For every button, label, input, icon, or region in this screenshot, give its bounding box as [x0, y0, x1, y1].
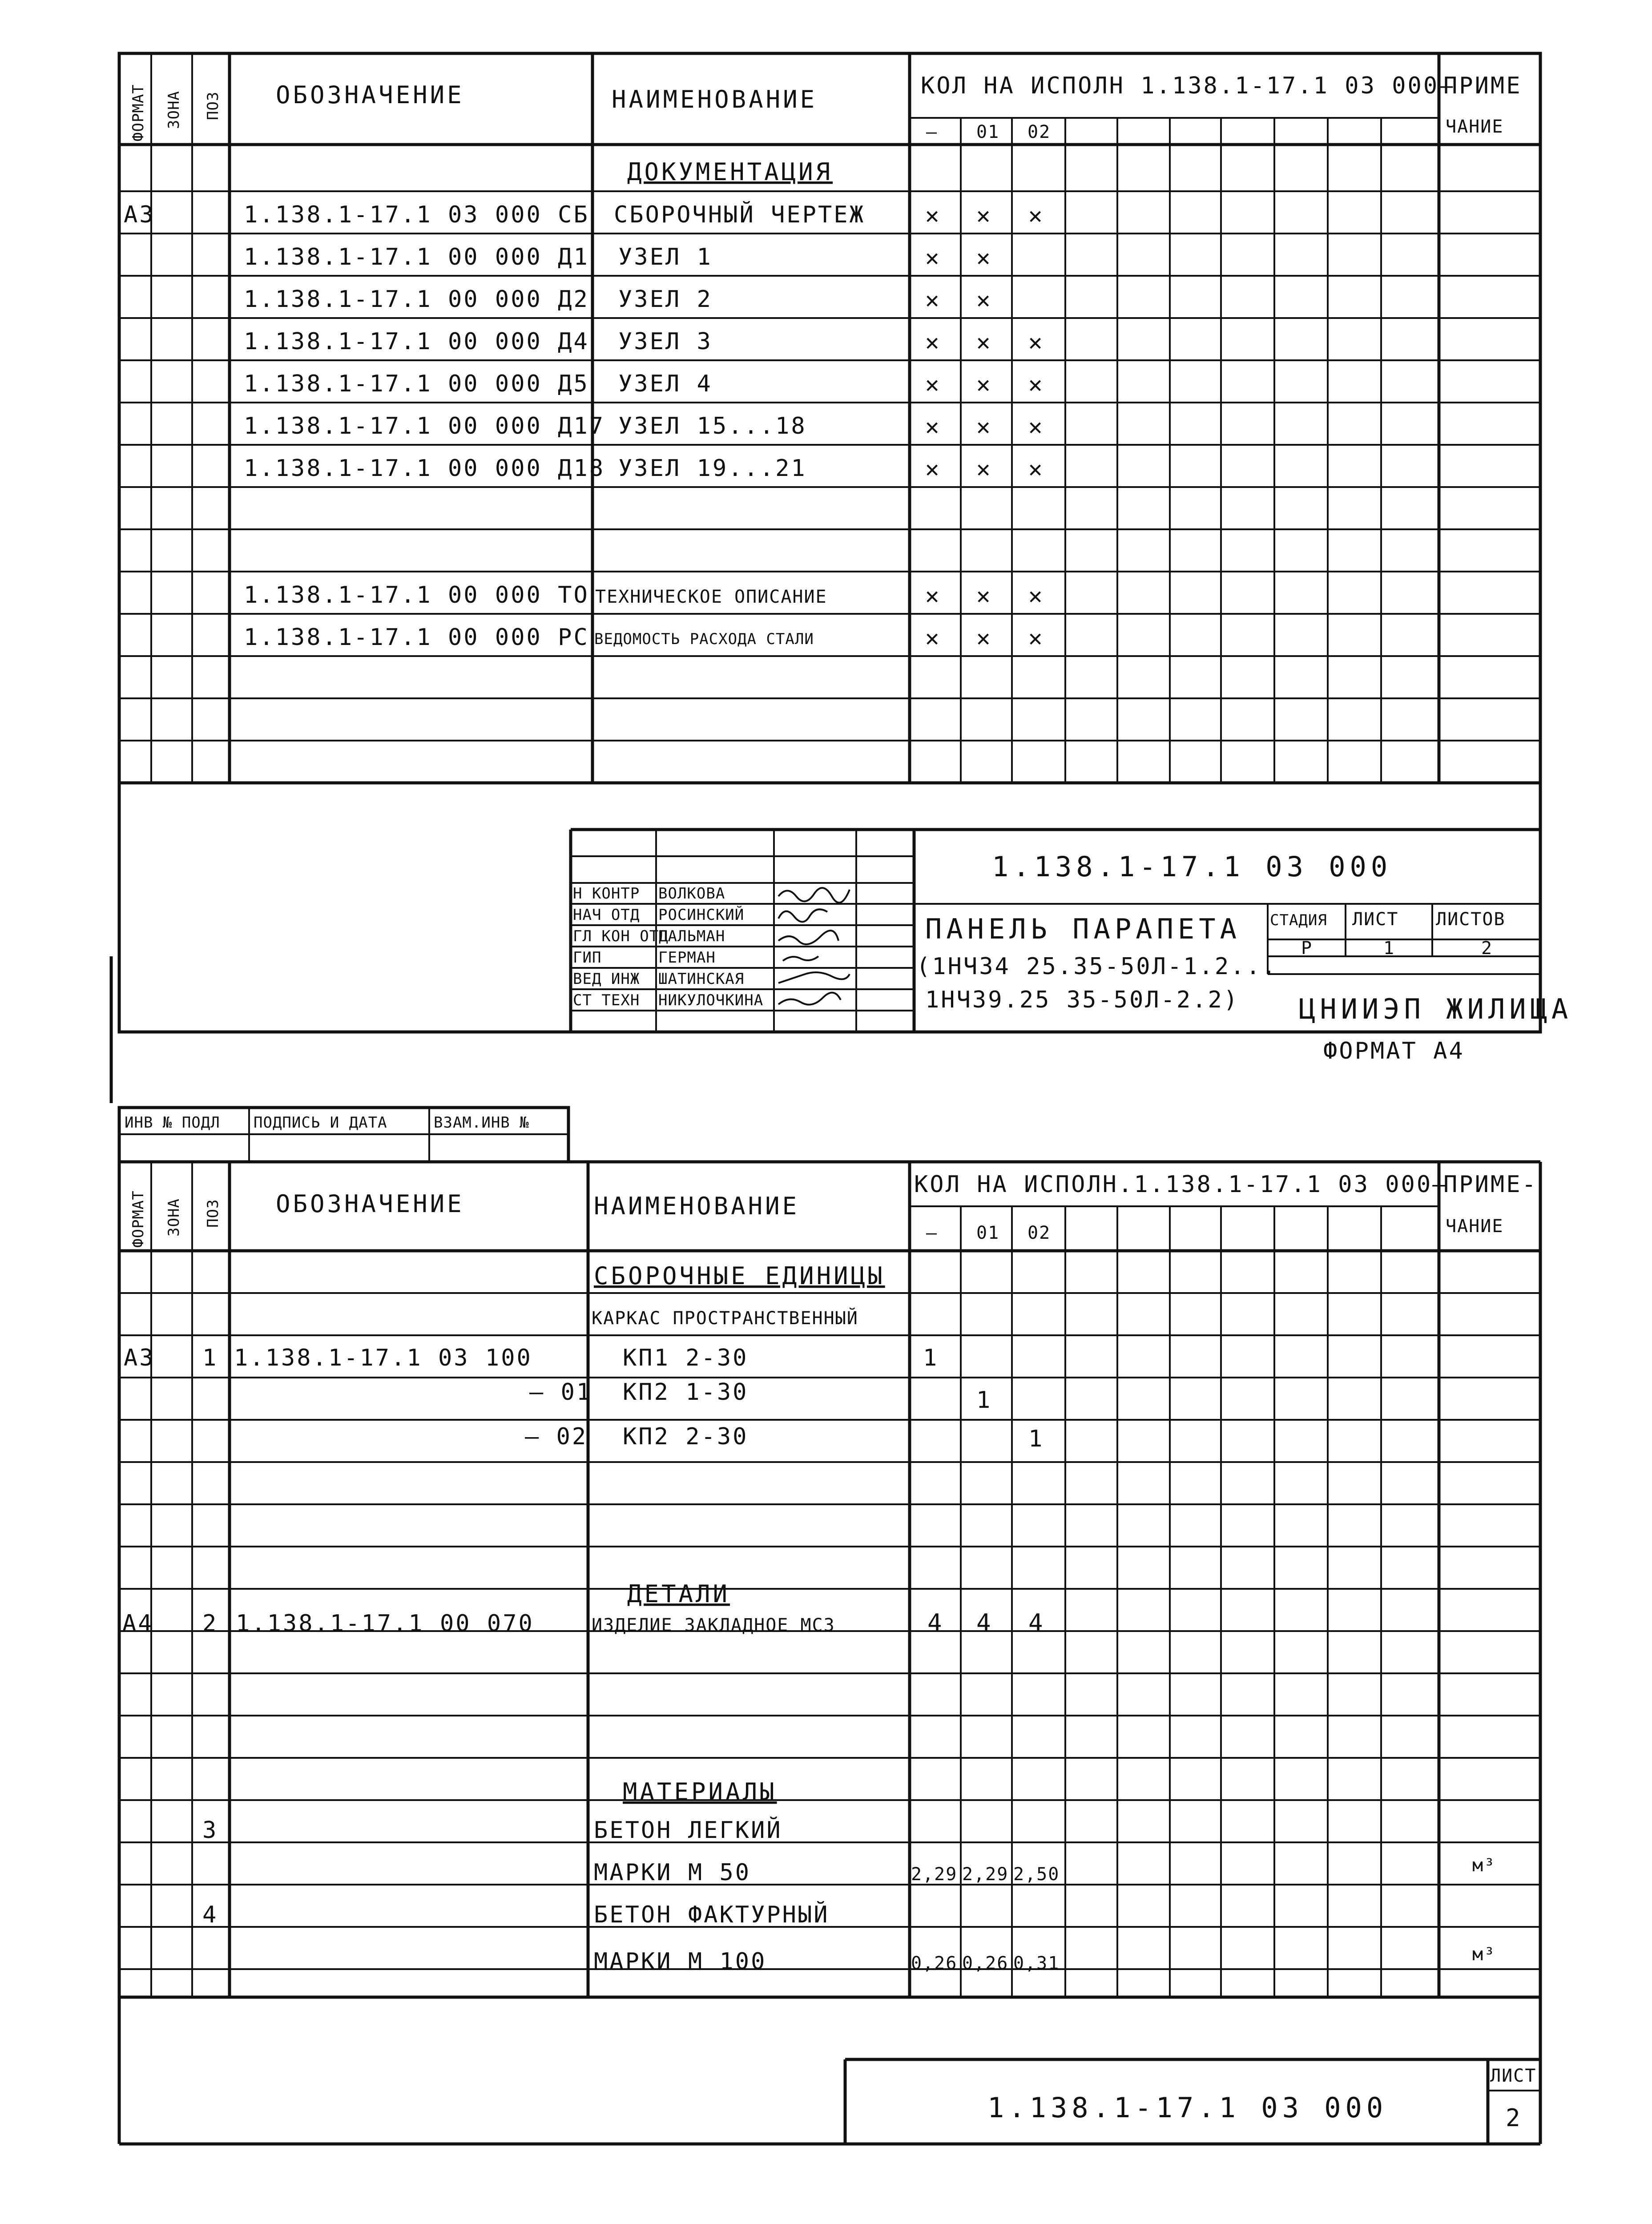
cell-name: СБОРОЧНЫЙ ЧЕРТЕЖ — [614, 201, 865, 228]
hdr-name: НАИМЕНОВАНИЕ — [594, 1192, 800, 1220]
staff-role: ГИП — [573, 949, 602, 967]
table-row — [244, 371, 1044, 398]
cell-name: ИЗДЕЛИЕ ЗАКЛАДНОЕ МС3 — [592, 1615, 835, 1636]
cell-qty-0: ✕ — [925, 414, 941, 440]
sheet-value: 1 — [1383, 938, 1395, 959]
title-code: 1.138.1-17.1 03 000 — [992, 850, 1392, 883]
sheet-label: ЛИСТ — [1352, 909, 1399, 930]
cell-designation: – 02 — [525, 1423, 588, 1450]
table-row — [202, 1817, 782, 1844]
sheet-1 — [119, 53, 1572, 1064]
format-note: ФОРМАТ А4 — [1323, 1038, 1465, 1064]
table-row — [124, 1345, 939, 1371]
cell-qty-1: 0,26 — [962, 1953, 1009, 1974]
cell-designation: 1.138.1-17.1 00 070 — [236, 1610, 534, 1637]
table-row — [202, 1901, 830, 1928]
cell-designation: – 01 — [529, 1379, 592, 1406]
staff-role: ГЛ КОН ОТД — [573, 927, 669, 945]
section-materials: МАТЕРИАЛЫ — [623, 1778, 777, 1806]
cell-designation: 1.138.1-17.1 00 000 Д4 — [244, 328, 589, 355]
hdr-var0: — — [926, 122, 938, 142]
staff-name: НИКУЛОЧКИНА — [658, 991, 764, 1009]
sheets-label: ЛИСТОВ — [1436, 909, 1506, 930]
cell-name: УЗЕЛ 3 — [618, 328, 713, 355]
sheet-2 — [119, 1108, 1540, 2144]
table-row — [244, 582, 1044, 609]
title-block — [571, 830, 1572, 1032]
table-row — [244, 455, 1044, 483]
cell-name: МАРКИ М 50 — [594, 1859, 751, 1886]
cell-qty-2: 1 — [1028, 1426, 1044, 1452]
cell-qty-1: ✕ — [976, 583, 992, 609]
cell-qty-2: 0,31 — [1013, 1953, 1060, 1974]
hdr-qty: КОЛ НА ИСПОЛН 1.138.1-17.1 03 000– — [921, 73, 1455, 99]
hdr-zone: ЗОНА — [165, 91, 183, 129]
cell-qty-0: 2,29 — [911, 1864, 958, 1885]
hdr-var2: 02 — [1027, 122, 1051, 142]
hdr-qty: КОЛ НА ИСПОЛН.1.138.1-17.1 03 000– — [914, 1171, 1448, 1198]
hdr-note2: ЧАНИЕ — [1446, 1216, 1504, 1237]
hdr-note2: ЧАНИЕ — [1446, 117, 1504, 137]
cell-name: КАРКАС ПРОСТРАНСТВЕННЫЙ — [592, 1308, 858, 1329]
hdr-pos: ПОЗ — [204, 1199, 222, 1228]
table-row — [627, 1580, 730, 1608]
cell-name: УЗЕЛ 1 — [618, 244, 713, 270]
table-row — [592, 1307, 858, 1329]
cell-qty-1: ✕ — [976, 371, 992, 398]
cell-name: УЗЕЛ 4 — [618, 371, 713, 397]
cell-qty-2: ✕ — [1028, 583, 1044, 609]
stamp-row — [119, 1108, 568, 1162]
cell-qty-2: ✕ — [1028, 329, 1044, 356]
staff-name: ГЕРМАН — [658, 949, 716, 967]
cell-name: ВЕДОМОСТЬ РАСХОДА СТАЛИ — [594, 630, 814, 648]
cell-note: м³ — [1472, 1944, 1496, 1965]
cell-designation: 1.138.1-17.1 03 000 СБ — [244, 201, 589, 228]
hdr-var2: 02 — [1027, 1223, 1051, 1243]
cell-qty-1: ✕ — [976, 329, 992, 356]
staff-name: ПАЛЬМАН — [658, 927, 725, 945]
stage-value: Р — [1301, 938, 1313, 959]
cell-designation: 1.138.1-17.1 03 100 — [234, 1345, 532, 1371]
hdr-designation: ОБОЗНАЧЕНИЕ — [276, 1190, 464, 1218]
hdr-var1: 01 — [976, 122, 1000, 142]
cell-name: БЕТОН ЛЕГКИЙ — [594, 1817, 782, 1844]
cell-qty-0: 1 — [923, 1345, 939, 1371]
cell-qty-0: ✕ — [925, 371, 941, 398]
title-name-1: ПАНЕЛЬ ПАРАПЕТА — [925, 913, 1241, 945]
staff-role: НАЧ ОТД — [573, 906, 640, 924]
cell-qty-2: 4 — [1028, 1609, 1046, 1637]
section-documentation: ДОКУМЕНТАЦИЯ — [627, 158, 833, 186]
cell-name: КП2 2-30 — [623, 1423, 749, 1450]
table-row — [244, 624, 1044, 652]
table-row — [529, 1379, 992, 1414]
stamp-sign: ПОДПИСЬ И ДАТА — [254, 1114, 387, 1132]
cell-qty-1: ✕ — [976, 245, 992, 271]
cell-qty-1: ✕ — [976, 456, 992, 483]
cell-qty-0: ✕ — [925, 329, 941, 356]
staff-role: ВЕД ИНЖ — [573, 970, 640, 988]
staff-role: СТ ТЕХН — [573, 991, 640, 1009]
cell-qty-2: ✕ — [1028, 625, 1044, 652]
hdr-format: ФОРМАТ — [129, 84, 147, 141]
staff-name: РОСИНСКИЙ — [658, 906, 745, 924]
table-row — [244, 286, 992, 314]
hdr-note1: ПРИМЕ — [1443, 73, 1522, 99]
hdr-designation: ОБОЗНАЧЕНИЕ — [276, 81, 464, 109]
cell-note: м³ — [1472, 1855, 1496, 1876]
cell-designation: 1.138.1-17.1 00 000 Д2 — [244, 286, 589, 313]
hdr-pos: ПОЗ — [204, 91, 222, 120]
table-row — [122, 1609, 1046, 1637]
cell-qty-1: 4 — [976, 1609, 994, 1637]
cell-designation: 1.138.1-17.1 00 000 Д1 — [244, 244, 589, 270]
organization: ЦНИИЭП ЖИЛИЩА — [1299, 993, 1573, 1025]
cell-name: БЕТОН ФАКТУРНЫЙ — [594, 1902, 830, 1928]
cell-qty-1: 2,29 — [962, 1864, 1009, 1885]
table-row — [244, 244, 992, 271]
cell-name: ТЕХНИЧЕСКОЕ ОПИСАНИЕ — [595, 587, 827, 607]
cell-qty-2: ✕ — [1028, 456, 1044, 483]
table-row — [525, 1423, 1044, 1452]
staff-name: ШАТИНСКАЯ — [658, 970, 745, 988]
cell-qty-2: 2,50 — [1013, 1864, 1060, 1885]
cell-designation: 1.138.1-17.1 00 000 РС — [244, 624, 589, 651]
footer-block — [845, 2059, 1540, 2144]
title-name-2: (1НЧ34 25.35-50Л-1.2... — [916, 953, 1278, 980]
footer-sheet-label: ЛИСТ — [1490, 2066, 1537, 2086]
sheets-value: 2 — [1481, 938, 1493, 959]
stamp-vzam: ВЗАМ.ИНВ № — [434, 1114, 529, 1132]
staff-role: Н КОНТР — [573, 885, 640, 902]
cell-designation: 1.138.1-17.1 00 000 Д18 — [244, 455, 605, 482]
cell-qty-0: ✕ — [925, 583, 941, 609]
stamp-inv: ИНВ № ПОДЛ — [125, 1114, 220, 1132]
cell-qty-2: ✕ — [1028, 202, 1044, 229]
cell-qty-2: ✕ — [1028, 414, 1044, 440]
cell-name: КП1 2-30 — [623, 1345, 749, 1371]
cell-format: А3 — [124, 1345, 155, 1371]
cell-pos: 4 — [202, 1902, 218, 1928]
table-row — [623, 1778, 777, 1806]
cell-format: А3 — [124, 201, 155, 228]
cell-pos: 1 — [202, 1345, 218, 1371]
cell-pos: 2 — [202, 1610, 218, 1637]
table-row — [594, 1944, 1495, 1975]
cell-qty-1: ✕ — [976, 287, 992, 314]
hdr-var1: 01 — [976, 1223, 1000, 1243]
cell-qty-0: ✕ — [925, 245, 941, 271]
table-row — [124, 201, 1044, 229]
stage-label: СТАДИЯ — [1270, 911, 1327, 929]
cell-name: УЗЕЛ 15...18 — [618, 413, 807, 439]
cell-designation: 1.138.1-17.1 00 000 ТО — [244, 582, 589, 608]
cell-format: А4 — [122, 1610, 154, 1637]
cell-designation: 1.138.1-17.1 00 000 Д17 — [244, 413, 605, 439]
cell-name: МАРКИ М 100 — [594, 1948, 767, 1975]
cell-qty-1: 1 — [976, 1387, 992, 1414]
hdr-name: НАИМЕНОВАНИЕ — [612, 85, 818, 113]
cell-qty-0: 4 — [927, 1609, 945, 1637]
table-row — [244, 328, 1044, 356]
sheet1-rows — [124, 201, 1044, 652]
title-name-3: 1НЧ39.25 35-50Л-2.2) — [925, 987, 1240, 1013]
hdr-format: ФОРМАТ — [129, 1190, 147, 1248]
cell-qty-0: ✕ — [925, 625, 941, 652]
cell-qty-1: ✕ — [976, 202, 992, 229]
cell-qty-2: ✕ — [1028, 371, 1044, 398]
cell-qty-0: ✕ — [925, 456, 941, 483]
footer-code: 1.138.1-17.1 03 000 — [987, 2091, 1388, 2124]
staff-name: ВОЛКОВА — [658, 885, 725, 902]
cell-qty-0: ✕ — [925, 287, 941, 314]
table-row — [244, 413, 1044, 440]
section-details: ДЕТАЛИ — [627, 1580, 730, 1608]
cell-qty-0: ✕ — [925, 202, 941, 229]
footer-sheet-number: 2 — [1506, 2104, 1523, 2132]
hdr-var0: — — [926, 1223, 938, 1243]
cell-name: УЗЕЛ 2 — [618, 286, 713, 313]
table-row — [594, 1262, 885, 1290]
section-assembly-units: СБОРОЧНЫЕ ЕДИНИЦЫ — [594, 1262, 885, 1290]
cell-name: УЗЕЛ 19...21 — [618, 455, 807, 482]
cell-qty-1: ✕ — [976, 625, 992, 652]
sheet2-rows — [122, 1262, 1495, 1975]
cell-qty-0: 0,26 — [911, 1953, 958, 1974]
cell-qty-1: ✕ — [976, 414, 992, 440]
hdr-note1: ПРИМЕ- — [1443, 1171, 1538, 1198]
cell-name: КП2 1-30 — [623, 1379, 749, 1406]
cell-pos: 3 — [202, 1817, 218, 1844]
cell-designation: 1.138.1-17.1 00 000 Д5 — [244, 371, 589, 397]
table-row — [594, 1855, 1495, 1886]
hdr-zone: ЗОНА — [165, 1198, 183, 1237]
